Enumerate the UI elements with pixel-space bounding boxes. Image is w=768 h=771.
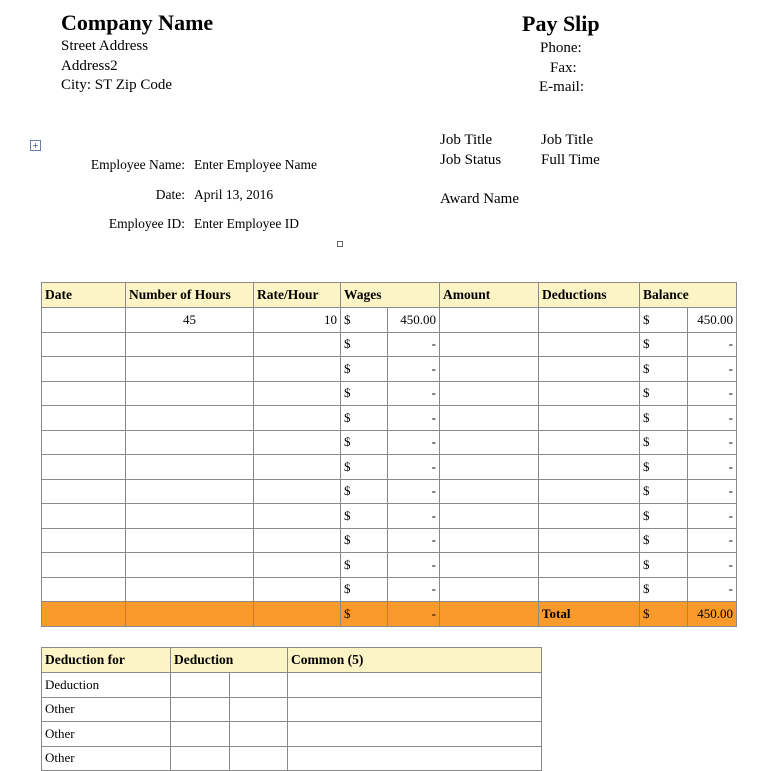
wages-value-cell: 450.00 (388, 308, 440, 333)
balance-value-cell: - (688, 479, 737, 504)
balance-currency-cell: $ (640, 577, 688, 602)
amount-cell[interactable] (440, 455, 539, 480)
hours-cell[interactable] (126, 455, 254, 480)
date-cell[interactable] (42, 553, 126, 578)
date-label: Date: (155, 187, 185, 202)
job-status-label: Job Status (440, 152, 502, 168)
header-rate: Rate/Hour (254, 283, 341, 308)
pay-table-total-row (42, 602, 737, 627)
header-amount: Amount (440, 283, 539, 308)
employee-id-label: Employee ID: (108, 216, 185, 231)
hours-cell[interactable] (126, 504, 254, 529)
employee-name-value[interactable]: Enter Employee Name (194, 157, 317, 172)
wages-value-cell: - (388, 406, 440, 431)
date-cell[interactable] (42, 406, 126, 431)
amount-cell[interactable] (440, 479, 539, 504)
wages-value-cell: - (388, 553, 440, 578)
wages-currency-cell: $ (341, 308, 388, 333)
rate-cell[interactable] (254, 528, 341, 553)
wages-currency-cell: $ (341, 357, 388, 382)
deductions-cell[interactable] (539, 455, 640, 480)
balance-value-cell: - (688, 357, 737, 382)
wages-value-cell: - (388, 479, 440, 504)
total-amount-cell (440, 602, 539, 627)
wages-currency-cell: $ (341, 381, 388, 406)
total-label: Total (539, 602, 640, 627)
balance-value-cell: 450.00 (688, 308, 737, 333)
amount-cell[interactable] (440, 332, 539, 357)
date-cell[interactable] (42, 577, 126, 602)
amount-cell[interactable] (440, 308, 539, 333)
amount-cell[interactable] (440, 528, 539, 553)
balance-value-cell: - (688, 332, 737, 357)
deduction-cell-b[interactable] (230, 673, 288, 698)
wages-value-cell: - (388, 504, 440, 529)
phone-label: Phone: (540, 40, 582, 56)
wages-currency-cell: $ (341, 455, 388, 480)
deductions-cell[interactable] (539, 577, 640, 602)
deduction-cell-a[interactable] (171, 746, 230, 771)
balance-value-cell: - (688, 430, 737, 455)
table-row (42, 381, 737, 406)
rate-cell[interactable] (254, 332, 341, 357)
wages-currency-cell: $ (341, 406, 388, 431)
header-date: Date (42, 283, 126, 308)
company-street: Street Address (61, 38, 149, 54)
rate-cell[interactable] (254, 577, 341, 602)
table-row (42, 577, 737, 602)
deduction-cell-b[interactable] (230, 722, 288, 747)
balance-currency-cell: $ (640, 455, 688, 480)
resize-handle-icon[interactable] (337, 241, 343, 247)
amount-cell[interactable] (440, 357, 539, 382)
table-row (42, 430, 737, 455)
amount-cell[interactable] (440, 504, 539, 529)
wages-value-cell: - (388, 455, 440, 480)
balance-value-cell: - (688, 577, 737, 602)
rate-cell[interactable]: 10 (254, 308, 341, 333)
header-deductions: Deductions (539, 283, 640, 308)
total-rate-cell (254, 602, 341, 627)
deduction-for-cell: Other (42, 697, 171, 722)
balance-value-cell: - (688, 381, 737, 406)
common-cell[interactable] (288, 722, 542, 747)
table-row (42, 455, 737, 480)
company-name: Company Name (61, 10, 214, 35)
job-title-value[interactable]: Job Title (541, 132, 594, 148)
balance-value-cell: - (688, 406, 737, 431)
wages-value-cell: - (388, 577, 440, 602)
total-balance-value-cell: 450.00 (688, 602, 737, 627)
common-cell[interactable] (288, 673, 542, 698)
employee-name-label: Employee Name: (90, 157, 185, 172)
pay-table (41, 282, 737, 627)
deduction-cell-a[interactable] (171, 673, 230, 698)
wages-value-cell: - (388, 528, 440, 553)
deductions-cell[interactable] (539, 381, 640, 406)
pay-table-header-row (42, 283, 737, 308)
balance-currency-cell: $ (640, 430, 688, 455)
header-balance: Balance (640, 283, 737, 308)
total-wages-value-cell: - (388, 602, 440, 627)
company-address2: Address2 (61, 58, 118, 74)
wages-currency-cell: $ (341, 430, 388, 455)
deduction-cell-a[interactable] (171, 722, 230, 747)
rate-cell[interactable] (254, 430, 341, 455)
balance-value-cell: - (688, 528, 737, 553)
header-deduction-for: Deduction for (42, 648, 171, 673)
table-row (42, 528, 737, 553)
total-wages-currency-cell: $ (341, 602, 388, 627)
table-row (42, 746, 542, 771)
table-row (42, 308, 737, 333)
deductions-cell[interactable] (539, 308, 640, 333)
balance-currency-cell: $ (640, 332, 688, 357)
header-hours: Number of Hours (126, 283, 254, 308)
job-status-value[interactable]: Full Time (541, 152, 600, 168)
hours-cell[interactable]: 45 (126, 308, 254, 333)
wages-currency-cell: $ (341, 553, 388, 578)
wages-currency-cell: $ (341, 504, 388, 529)
deduction-cell-b[interactable] (230, 697, 288, 722)
hours-cell[interactable] (126, 406, 254, 431)
amount-cell[interactable] (440, 577, 539, 602)
balance-currency-cell: $ (640, 381, 688, 406)
wages-currency-cell: $ (341, 577, 388, 602)
rate-cell[interactable] (254, 504, 341, 529)
date-cell[interactable] (42, 479, 126, 504)
amount-cell[interactable] (440, 381, 539, 406)
hours-cell[interactable] (126, 577, 254, 602)
wages-value-cell: - (388, 357, 440, 382)
deductions-cell[interactable] (539, 553, 640, 578)
header-wages: Wages (341, 283, 440, 308)
rate-cell[interactable] (254, 381, 341, 406)
deductions-cell[interactable] (539, 479, 640, 504)
deduction-for-cell: Other (42, 722, 171, 747)
balance-value-cell: - (688, 455, 737, 480)
table-row (42, 553, 737, 578)
date-cell[interactable] (42, 357, 126, 382)
employee-id-value[interactable]: Enter Employee ID (194, 216, 299, 231)
table-row (42, 479, 737, 504)
date-cell[interactable] (42, 528, 126, 553)
company-city: City: ST Zip Code (61, 77, 172, 93)
deductions-cell[interactable] (539, 504, 640, 529)
wages-value-cell: - (388, 430, 440, 455)
date-cell[interactable] (42, 332, 126, 357)
common-cell[interactable] (288, 697, 542, 722)
balance-currency-cell: $ (640, 479, 688, 504)
header-deduction: Deduction (171, 648, 288, 673)
header-common: Common (5) (288, 648, 542, 673)
deduction-for-cell: Deduction (42, 673, 171, 698)
table-move-handle-icon[interactable]: + (30, 140, 41, 151)
total-balance-currency-cell: $ (640, 602, 688, 627)
date-value[interactable]: April 13, 2016 (194, 187, 274, 202)
hours-cell[interactable] (126, 430, 254, 455)
total-date-cell (42, 602, 126, 627)
balance-value-cell: - (688, 553, 737, 578)
common-cell[interactable] (288, 746, 542, 771)
deductions-cell[interactable] (539, 406, 640, 431)
table-row (42, 673, 542, 698)
deductions-cell[interactable] (539, 357, 640, 382)
hours-cell[interactable] (126, 528, 254, 553)
date-cell[interactable] (42, 430, 126, 455)
award-name-label: Award Name (440, 191, 520, 207)
wages-value-cell: - (388, 332, 440, 357)
hours-cell[interactable] (126, 332, 254, 357)
amount-cell[interactable] (440, 406, 539, 431)
rate-cell[interactable] (254, 455, 341, 480)
job-title-label: Job Title (440, 132, 493, 148)
email-label: E-mail: (539, 79, 584, 95)
table-row (42, 504, 737, 529)
deductions-cell[interactable] (539, 332, 640, 357)
hours-cell[interactable] (126, 553, 254, 578)
table-row (42, 406, 737, 431)
total-hours-cell (126, 602, 254, 627)
deductions-cell[interactable] (539, 528, 640, 553)
hours-cell[interactable] (126, 357, 254, 382)
date-cell[interactable] (42, 308, 126, 333)
amount-cell[interactable] (440, 430, 539, 455)
hours-cell[interactable] (126, 381, 254, 406)
table-row (42, 332, 737, 357)
balance-currency-cell: $ (640, 553, 688, 578)
rate-cell[interactable] (254, 406, 341, 431)
deduction-for-cell: Other (42, 746, 171, 771)
deduction-cell-b[interactable] (230, 746, 288, 771)
balance-currency-cell: $ (640, 406, 688, 431)
hours-cell[interactable] (126, 479, 254, 504)
balance-currency-cell: $ (640, 357, 688, 382)
deductions-cell[interactable] (539, 430, 640, 455)
fax-label: Fax: (550, 60, 577, 76)
rate-cell[interactable] (254, 479, 341, 504)
rate-cell[interactable] (254, 553, 341, 578)
balance-currency-cell: $ (640, 308, 688, 333)
deduction-table-header-row (42, 648, 542, 673)
table-row (42, 722, 542, 747)
date-cell[interactable] (42, 504, 126, 529)
balance-currency-cell: $ (640, 528, 688, 553)
wages-currency-cell: $ (341, 479, 388, 504)
table-row (42, 357, 737, 382)
table-row (42, 697, 542, 722)
balance-value-cell: - (688, 504, 737, 529)
rate-cell[interactable] (254, 357, 341, 382)
wages-currency-cell: $ (341, 528, 388, 553)
deduction-table (41, 647, 542, 771)
date-cell[interactable] (42, 455, 126, 480)
payslip-title: Pay Slip (522, 11, 600, 36)
date-cell[interactable] (42, 381, 126, 406)
wages-currency-cell: $ (341, 332, 388, 357)
wages-value-cell: - (388, 381, 440, 406)
deduction-cell-a[interactable] (171, 697, 230, 722)
amount-cell[interactable] (440, 553, 539, 578)
balance-currency-cell: $ (640, 504, 688, 529)
